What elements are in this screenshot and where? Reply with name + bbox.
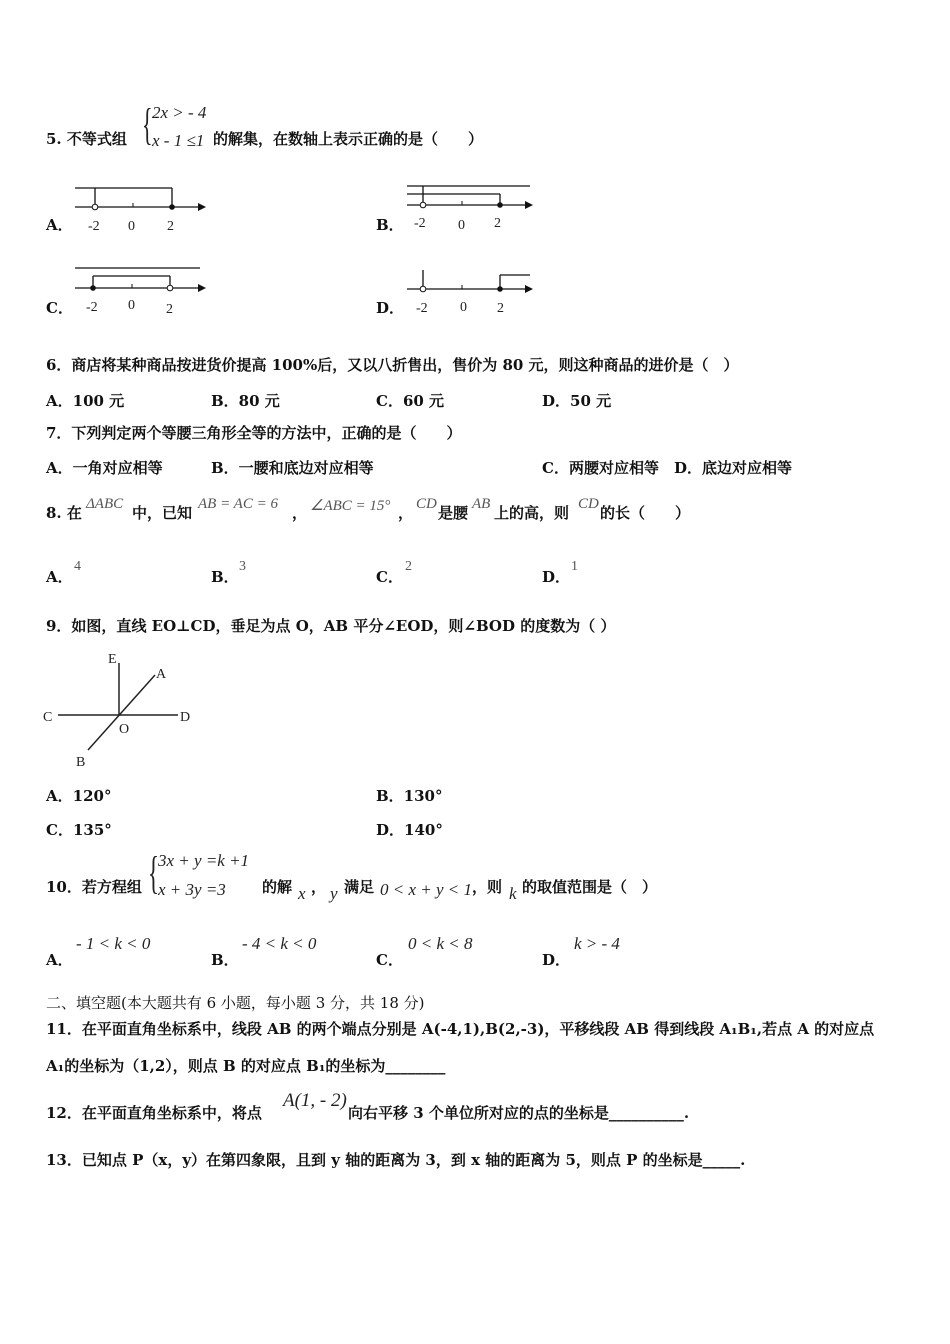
- q8-number: 8. 在: [46, 504, 82, 522]
- q10-system-brace: {: [148, 847, 160, 898]
- q6-text: 6．商店将某种商品按进货价提高 100%后，又以八折售出，售价为 80 元，则这种商品的进价是（ ）: [46, 356, 739, 374]
- q5-b-tick-0: 0: [458, 218, 465, 233]
- q10-system-eq1: 3x + y =k +1: [158, 851, 250, 870]
- q5-a-tick-neg2: -2: [88, 219, 100, 234]
- q8-option-d-label: D．: [542, 568, 571, 586]
- q8-option-a-label: A．: [46, 568, 73, 586]
- q10-option-b-value: - 4 < k < 0: [242, 934, 317, 953]
- q9-option-c: C．135°: [46, 821, 112, 839]
- q9-text: 9．如图，直线 EO⊥CD，垂足为点 O，AB 平分∠EOD，则∠BOD 的度数为（ ）: [46, 617, 616, 635]
- q5-c-tick-neg2: -2: [86, 300, 98, 315]
- q13-text: 13．已知点 P（x，y）在第四象限，且到 y 轴的距离为 3，到 x 轴的距离为 5，则点 P 的坐标是_____.: [46, 1151, 746, 1169]
- q10-system-eq2: x + 3y =3: [158, 880, 226, 899]
- q12-point: A(1, - 2): [283, 1090, 347, 1111]
- q10-number: 10．若方程组: [46, 878, 142, 896]
- q7-text: 7．下列判定两个等腰三角形全等的方法中，正确的是（ ）: [46, 424, 462, 442]
- q8-option-c-label: C．: [376, 568, 403, 586]
- q5-option-b-numberline: [402, 180, 542, 240]
- q8-ab: AB: [472, 496, 491, 512]
- section-2-heading: 二、填空题(本大题共有 6 小题，每小题 3 分，共 18 分): [46, 994, 425, 1012]
- q8-option-a-value: 4: [74, 559, 81, 574]
- q5-a-tick-2: 2: [167, 219, 174, 234]
- q7-option-a: A．一角对应相等: [46, 459, 163, 477]
- q10-comma: ，: [311, 878, 327, 896]
- q5-c-tick-0: 0: [128, 298, 135, 313]
- q9-label-e: E: [108, 652, 117, 667]
- q5-option-b-label: B．: [376, 216, 404, 234]
- q12-text-pre: 12．在平面直角坐标系中，将点: [46, 1104, 262, 1122]
- q5-system-eq1: 2x > - 4: [152, 103, 207, 122]
- q7-option-cd: C．两腰对应相等 D．底边对应相等: [542, 459, 792, 477]
- q9-option-d: D．140°: [376, 821, 443, 839]
- q5-option-d-numberline: [402, 262, 542, 322]
- q8-option-d-value: 1: [571, 559, 578, 574]
- q6-option-a: A．100 元: [46, 392, 125, 410]
- q10-var-k: k: [509, 884, 517, 903]
- q8-triangle: ΔABC: [86, 496, 124, 512]
- q10-text-1: 的解: [262, 878, 293, 896]
- q7-option-b: B．一腰和底边对应相等: [211, 459, 374, 477]
- q8-option-b-value: 3: [239, 559, 246, 574]
- q8-equation-ab-ac: AB = AC = 6: [198, 496, 278, 512]
- q5-d-tick-neg2: -2: [416, 301, 428, 316]
- q6-option-d: D．50 元: [542, 392, 612, 410]
- q6-option-c: C．60 元: [376, 392, 445, 410]
- q10-option-d-value: k > - 4: [574, 934, 620, 953]
- q9-option-b: B．130°: [376, 787, 443, 805]
- q8-text-4: 的长（ ）: [600, 504, 691, 522]
- q5-number-prefix: 5. 不等式组: [46, 130, 127, 148]
- q10-var-x: x: [298, 884, 306, 903]
- q5-option-a-label: A．: [46, 216, 73, 234]
- q10-condition: 0 < x + y < 1: [380, 880, 473, 899]
- q10-text-3: ，则: [472, 878, 503, 896]
- q10-option-a-value: - 1 < k < 0: [76, 934, 151, 953]
- q9-label-o: O: [119, 722, 130, 737]
- q8-cd-2: CD: [578, 496, 599, 512]
- q9-label-c: C: [43, 710, 53, 725]
- q9-label-b: B: [76, 755, 86, 770]
- q5-d-tick-2: 2: [497, 301, 504, 316]
- q9-option-a: A．120°: [46, 787, 112, 805]
- q9-figure: [40, 645, 210, 770]
- q11-line-2: A₁的坐标为（1,2），则点 B 的对应点 B₁的坐标为________: [46, 1057, 446, 1075]
- q8-text-1: 中，已知: [132, 504, 193, 522]
- q5-system-eq2: x - 1 ≤1: [152, 131, 205, 150]
- q5-text: 的解集，在数轴上表示正确的是（ ）: [213, 130, 484, 148]
- q8-text-3: 上的高，则: [494, 504, 570, 522]
- q8-equation-angle: ∠ABC = 15°: [310, 498, 391, 514]
- q12-text-post: 向右平移 3 个单位所对应的点的坐标是__________.: [348, 1104, 690, 1122]
- q10-option-b-label: B．: [211, 951, 239, 969]
- q10-text-4: 的取值范围是（ ）: [522, 878, 658, 896]
- q10-option-c-value: 0 < k < 8: [408, 934, 473, 953]
- q5-option-a-numberline: [70, 180, 210, 240]
- q9-label-a: A: [156, 667, 167, 682]
- q10-option-a-label: A．: [46, 951, 73, 969]
- q8-comma-1: ，: [292, 504, 308, 522]
- q5-option-c-label: C．: [46, 299, 73, 317]
- q5-c-tick-2: 2: [166, 302, 173, 317]
- q5-a-tick-0: 0: [128, 219, 135, 234]
- q8-comma-2: ，: [398, 504, 414, 522]
- q5-b-tick-2: 2: [494, 216, 501, 231]
- q5-system-brace: {: [142, 100, 153, 149]
- q8-option-c-value: 2: [405, 559, 412, 574]
- q5-d-tick-0: 0: [460, 300, 467, 315]
- q8-cd-1: CD: [416, 496, 437, 512]
- q8-option-b-label: B．: [211, 568, 239, 586]
- q9-line-ab: [88, 675, 155, 750]
- q10-option-d-label: D．: [542, 951, 571, 969]
- q5-b-tick-neg2: -2: [414, 216, 426, 231]
- q5-option-d-label: D．: [376, 299, 405, 317]
- q11-line-1: 11．在平面直角坐标系中，线段 AB 的两个端点分别是 A(-4,1),B(2,-3)，平移线段 AB 得到线段 A₁B₁,若点 A 的对应点: [46, 1020, 875, 1038]
- q10-var-y: y: [330, 884, 338, 903]
- q10-text-2: 满足: [344, 878, 375, 896]
- q5-option-c-numberline: [70, 262, 210, 322]
- q9-label-d: D: [180, 710, 191, 725]
- q8-text-2: 是腰: [438, 504, 469, 522]
- q10-option-c-label: C．: [376, 951, 403, 969]
- q6-option-b: B．80 元: [211, 392, 280, 410]
